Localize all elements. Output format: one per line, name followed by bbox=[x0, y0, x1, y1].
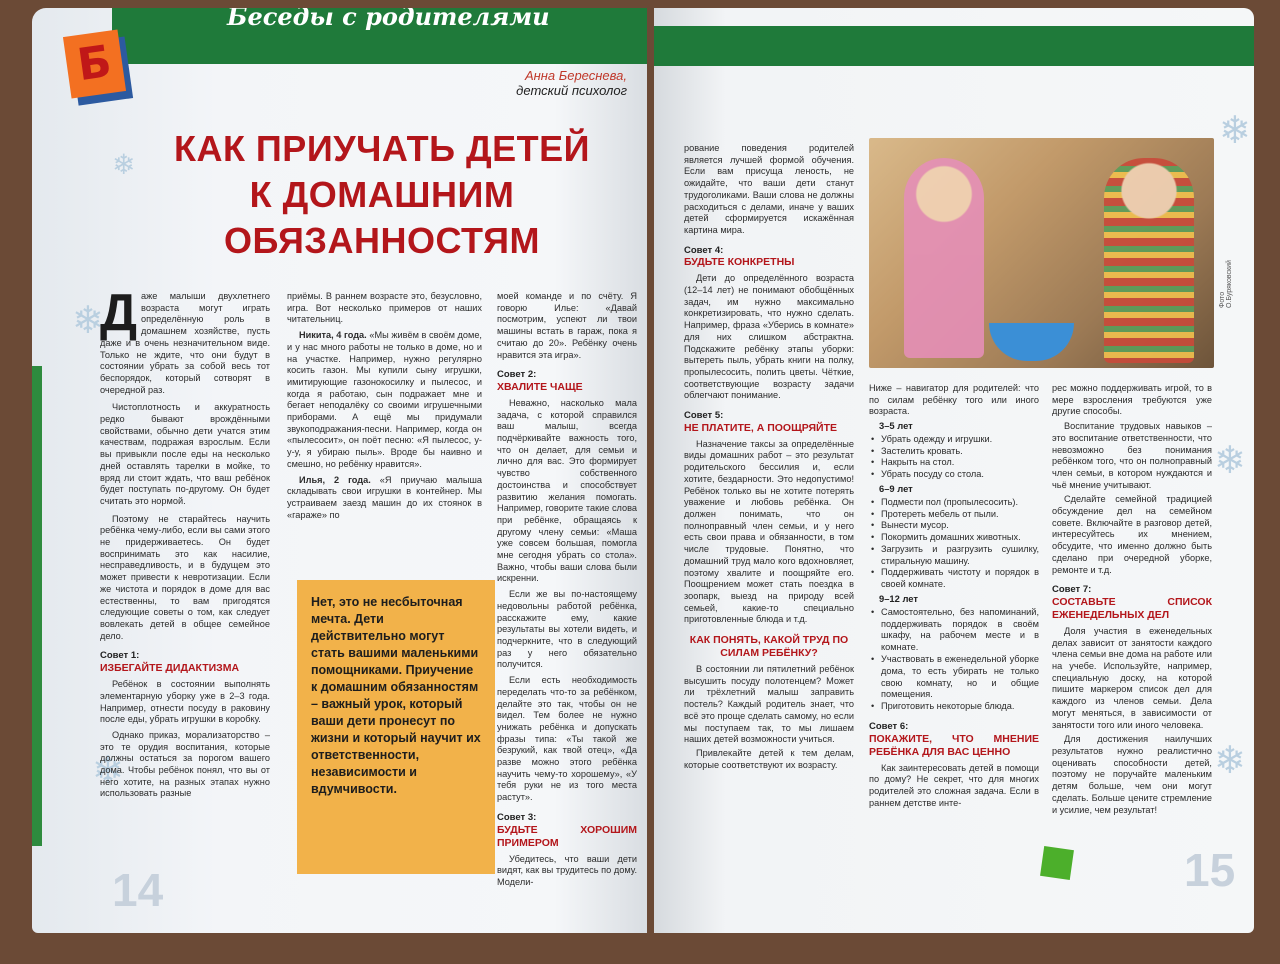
tip-title: БУДЬТЕ ХОРОШИМ ПРИМЕРОМ bbox=[497, 823, 637, 849]
task-list bbox=[869, 497, 1039, 591]
page-number: 14 bbox=[112, 864, 164, 916]
text-column-3 bbox=[497, 291, 637, 889]
paragraph: Дети до определённого возраста (12–14 лет) не понимают обобщённых задач, им нужно максимально конкретизировать, что нужно сделать. Например, фраза «Уберись в комнате» для них слишком абстрактна. Подскажите ребёнку этапы уборки: вытереть пыль, убрать книги на полку, пропылесосить, полить цветы. Чёткие, соответствующие возрасту задачи облегчают понимание. bbox=[684, 273, 854, 401]
magazine-spread bbox=[22, 8, 1262, 958]
tip-number: Совет 5: bbox=[684, 410, 724, 422]
paragraph: приёмы. В раннем возрасте это, безусловно, игра. Вот несколько примеров от наших читательниц. bbox=[287, 291, 482, 325]
photo-girl-striped bbox=[1104, 158, 1194, 363]
paragraph: Как заинтересовать детей в помощи по дому? Не секрет, что для многих родителей это сложная задача. Если в раннем детстве инте- bbox=[869, 762, 1039, 808]
snowflake-icon: ❄ bbox=[1214, 740, 1246, 782]
paragraph: Воспитание трудовых навыков – это воспитание ответственности, что невозможно без понимания ребёнком того, что он полноправный член семьи, в котором нуждаются и чьё мнение учитывают. bbox=[1052, 421, 1212, 490]
tip-number: Совет 7: bbox=[1052, 584, 1092, 596]
decorative-cube bbox=[1040, 846, 1074, 880]
paragraph: аже малыши двухлетнего возраста могут играть определённую роль в домашнем хозяйстве, пусть даже и в очень незначительном виде. Только не ждите, что они будут в состоянии убрать за собой весь тот беспорядок, который сотворят в очередной раз. bbox=[100, 291, 270, 395]
snowflake-icon: ❄ bbox=[112, 149, 136, 180]
paragraph: Ниже – навигатор для родителей: что по силам ребёнку того или иного возраста. bbox=[869, 383, 1039, 417]
task-list bbox=[869, 607, 1039, 713]
right-page bbox=[654, 8, 1254, 933]
list-item: • Подмести пол (пропылесосить). bbox=[869, 497, 1039, 509]
age-group: 9–12 лет bbox=[879, 593, 918, 605]
title-line: К ДОМАШНИМ bbox=[249, 174, 515, 215]
left-page bbox=[32, 8, 647, 933]
text-column-5 bbox=[869, 383, 1039, 809]
age-group: 3–5 лет bbox=[879, 420, 913, 432]
tip-title: НЕ ПЛАТИТЕ, А ПООЩРЯЙТЕ bbox=[684, 421, 838, 434]
text-column-6 bbox=[1052, 383, 1212, 816]
callout-box bbox=[297, 580, 495, 874]
list-item: • Протереть мебель от пыли. bbox=[869, 509, 1039, 521]
list-item: • Убрать посуду со стола. bbox=[869, 469, 1039, 481]
author-name: Анна Береснева, bbox=[524, 68, 627, 83]
tip-title: ПОКАЖИТЕ, ЧТО МНЕНИЕ РЕБЁНКА ДЛЯ ВАС ЦЕННО bbox=[869, 732, 1039, 758]
callout-text: Нет, это не несбыточная мечта. Дети действительно могут стать вашими маленькими помощниками. Приучение к домашним обязанностям – важный урок, который ваши дети пронесут по жизни и который научит их ответственности, независимости и вдумчивости. bbox=[311, 595, 481, 796]
paragraph: Назначение таксы за определённые виды домашних работ – это результат родительского бессилия и, если хотите, бездарности. Это недопустимо! Ребёнок только вы не хотите потерять уважение и любовь ребёнка. Он должен понимать, что он полноправный член семьи, и у него есть свои права и обязанности, в том числе трудовые. Понятно, что домашний труд мало кого вдохновляет, поэтому хвалите и поощряйте его. Поощрением может стать поездка в зоопарк, выезд на природу всей семьей, какие-то специально приготовленные блюда и т.д. bbox=[684, 438, 854, 625]
photo-girl-pink bbox=[904, 158, 984, 358]
tip-number: Совет 1: bbox=[100, 650, 140, 662]
children-photo bbox=[869, 138, 1214, 368]
paragraph: моей команде и по счёту. Я говорю Илье: «Давай посмотрим, успеют ли твои машины встать в гараж, пока я считаю до 20». Ребёнку очень нравится эта игра». bbox=[497, 291, 637, 360]
tip-title: ХВАЛИТЕ ЧАЩЕ bbox=[497, 380, 583, 393]
example-name: Никита, 4 года. bbox=[299, 330, 367, 341]
list-item: • Убрать одежду и игрушки. bbox=[869, 434, 1039, 446]
paragraph: рование поведения родителей является лучшей формой обучения. Если вам присуща леность, не ожидайте, что ваши дети станут трудоголиками. Ваши слова не должны расходиться с делами, иначе у ваших детей сформируется искажённая картина мира. bbox=[684, 143, 854, 235]
paragraph: Неважно, насколько мала задача, с которой справился ваш малыш, всегда подчёркивайте важность того, что он делает, для семьи и лично для вас. Это формирует чувство собственного достоинства и способствует развитию желания помогать. Например, говорите такие слова при ребёнке, обращаясь к другому члену семьи: «Маша уже совсем большая, помогла мне сегодня убрать со стола». Важно, чтобы ваши слова были искренни. bbox=[497, 397, 637, 584]
snowflake-icon: ❄ bbox=[1219, 110, 1251, 152]
tip-number: Совет 2: bbox=[497, 369, 537, 381]
paragraph: Доля участия в еженедельных делах зависит от занятости каждого члена семьи вне дома на работе или на учебе. Используйте, например, специальную доску, на которой пишите маркером список дел для каждого из членов семьи. Дела могут меняться, в зависимости от занятости того или иного человека. bbox=[1052, 625, 1212, 730]
list-item: • Загрузить и разгрузить сушилку, стиральную машину. bbox=[869, 544, 1039, 568]
list-item: • Вынести мусор. bbox=[869, 520, 1039, 532]
page-number: 15 bbox=[1184, 844, 1236, 896]
tip-title: СОСТАВЬТЕ СПИСОК ЕЖЕНЕДЕЛЬНЫХ ДЕЛ bbox=[1052, 595, 1212, 621]
list-item: • Приготовить некоторые блюда. bbox=[869, 701, 1039, 713]
drop-cap: Д bbox=[100, 284, 138, 342]
text-column-2 bbox=[287, 291, 482, 521]
list-item: • Накрыть на стол. bbox=[869, 457, 1039, 469]
photo-bowl bbox=[989, 323, 1074, 361]
article-title bbox=[152, 126, 612, 264]
paragraph: «Я приучаю малыша складывать свои игрушки в контейнер. Мы устраиваем заезд машин до их стоянок в «гараже» по bbox=[287, 474, 482, 520]
section-letter-block: Б bbox=[63, 29, 126, 98]
paragraph: Сделайте семейной традицией обсуждение дел на семейном совете. Включайте в разговор детей, интересуйтесь их мнением, обсудите, что именно должно быть сделано при очередной уборке, ремонте и т.д. bbox=[1052, 494, 1212, 575]
section-heading: КАК ПОНЯТЬ, КАКОЙ ТРУД ПО СИЛАМ РЕБЁНКУ? bbox=[689, 634, 849, 660]
example-name: Илья, 2 года. bbox=[299, 474, 371, 485]
text-column-1 bbox=[100, 284, 270, 800]
text-column-4 bbox=[684, 143, 854, 771]
tip-number: Совет 4: bbox=[684, 244, 724, 256]
paragraph: Привлекайте детей к тем делам, которые соответствуют их возрасту. bbox=[684, 747, 854, 770]
header-band bbox=[654, 26, 1254, 66]
paragraph: рес можно поддерживать игрой, то в мере взросления требуются уже другие способы. bbox=[1052, 383, 1212, 417]
title-line: КАК ПРИУЧАТЬ ДЕТЕЙ bbox=[173, 128, 590, 169]
list-item: • Покормить домашних животных. bbox=[869, 532, 1039, 544]
tip-title: ИЗБЕГАЙТЕ ДИДАКТИЗМА bbox=[100, 662, 240, 675]
paragraph: Ребёнок в состоянии выполнять элементарную уборку уже в 2–3 года. Например, отнести посуду в раковину после еды, убрать игрушки в коробку. bbox=[100, 679, 270, 725]
paragraph: Если же вы по-настоящему недовольны работой ребёнка, расскажите ему, какие результаты вы хотели видеть, и подчеркните, что в следующий раз у него обязательно получится. bbox=[497, 589, 637, 670]
list-item: • Застелить кровать. bbox=[869, 446, 1039, 458]
list-item: • Самостоятельно, без напоминаний, поддерживать порядок в своём шкафу, на рабочем месте и в комнате. bbox=[869, 607, 1039, 654]
snowflake-icon: ❄ bbox=[72, 300, 104, 342]
paragraph: Убедитесь, что ваши дети видят, как вы трудитесь по дому. Модели- bbox=[497, 853, 637, 887]
title-line: ОБЯЗАННОСТЯМ bbox=[224, 220, 540, 261]
snowflake-icon: ❄ bbox=[92, 750, 124, 792]
paragraph: Для достижения наилучших результатов нужно реалистично оценивать способности детей, поэтому не поручайте маленьким детям больше, чем они могут сделать. Больше цените стремление и усилие, чем результат! bbox=[1052, 734, 1212, 815]
list-item: • Поддерживать чистоту и порядок в своей комнате. bbox=[869, 567, 1039, 591]
section-title: Беседы с родителями bbox=[227, 8, 550, 31]
snowflake-icon: ❄ bbox=[1214, 440, 1246, 482]
paragraph: Чистоплотность и аккуратность редко бывают врождёнными свойствами, обычно дети учатся этим качествам, подражая взрослым. Если вы привыкли после еды на несколько дней оставлять тарелки в мойке, то вряд ли стоит ждать, что ваш ребёнок будет поступать по-другому. Он будет считать это нормой. bbox=[100, 402, 270, 506]
paragraph: В состоянии ли пятилетний ребёнок высушить посуду полотенцем? Может ли трёхлетний малыш заправить постель? Каждый родитель знает, что всё это проще сделать самому, но если мы поступаем так, то мы лишаем наших детей возможности учиться. bbox=[684, 664, 854, 745]
author-block bbox=[516, 68, 627, 98]
tip-title: БУДЬТЕ КОНКРЕТНЫ bbox=[684, 256, 795, 269]
task-list bbox=[869, 434, 1039, 481]
paragraph: Если есть необходимость переделать что-то за ребёнком, делайте это так, чтобы он не видел. Тем более не нужно унижать ребёнка и допускать фразы типа: «Ты такой же безрукий, как твой отец», «Да разве можно этого ребёнка научить чему-то хорошему», «У тебя руки не из того места растут». bbox=[497, 675, 637, 803]
photo-credit: Фото О.Буряковский bbox=[1219, 260, 1233, 308]
paragraph: «Мы живём в своём доме, и у нас много работы не только в доме, но и на участке. Например, нужно регулярно косить газон. Мы купили сыну игрушки, имитирующие газонокосилку и пылесос, и когда я работаю, сын подражает мне и бегает неподалёку со своими игрушечными приборами. А ещё мы придумали звукоподражания-песни. Например, когда он «пылесосит», он поёт песню: «Я пылесос, у-у-у, я убираю пыль». Вроде бы наивно и смешно, но ребёнку нравится». bbox=[287, 330, 482, 469]
age-group: 6–9 лет bbox=[879, 483, 913, 494]
page-edge-stripe bbox=[32, 366, 42, 846]
list-item: • Участвовать в еженедельной уборке дома, то есть убирать не только свою комнату, но и общие помещения. bbox=[869, 654, 1039, 701]
tip-number: Совет 3: bbox=[497, 811, 537, 823]
tip-number: Совет 6: bbox=[869, 720, 909, 732]
header-band bbox=[112, 8, 647, 64]
author-role: детский психолог bbox=[516, 83, 627, 98]
paragraph: Поэтому не старайтесь научить ребёнка чему-либо, если вы сами этого не придерживаетесь. Он будет воспринимать это как насилие, несправедливость, и в будущем это может привести к невротизации. Если же чистота и порядок в доме для вас естественны, то вам пригодятся следующие советы о том, как следует вовлекать детей в общее семейное дело. bbox=[100, 513, 270, 641]
paragraph: Однако приказ, морализаторство – это те орудия воспитания, которые должны остаться за порогом вашего дома. Чтобы ребёнок понял, что вы от него хотите, на разных этапах нужно использовать разные bbox=[100, 729, 270, 799]
